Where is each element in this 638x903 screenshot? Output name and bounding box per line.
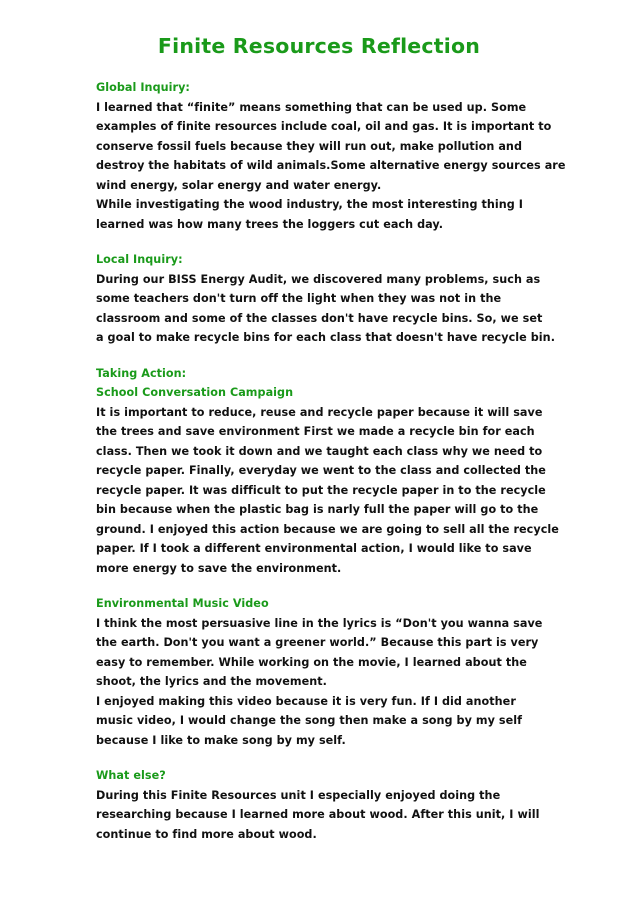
paragraph-line: destroy the habitats of wild animals.Some alternative energy sources are	[96, 159, 566, 172]
paragraph-line: conserve fossil fuels because they will run out, make pollution and	[96, 139, 523, 153]
section-music-video	[96, 594, 636, 750]
paragraph-line: During this Finite Resources unit I especially enjoyed doing the	[96, 788, 501, 802]
paragraph-line: because I like to make song by my self.	[96, 733, 346, 747]
paragraph-line: classroom and some of the classes don't have recycle bins. So, we set	[96, 311, 543, 325]
paragraph-line: shoot, the lyrics and the movement.	[96, 675, 327, 688]
paragraph-line: examples of finite resources include coal, oil and gas. It is important to	[96, 120, 552, 133]
paragraph-line: During our BISS Energy Audit, we discovered many problems, such as	[96, 272, 541, 286]
section-gap	[96, 234, 636, 250]
paragraph-line: a goal to make recycle bins for each class that doesn't have recycle bin.	[96, 331, 555, 344]
paragraph-line: paper. If I took a different environmental action, I would like to save	[96, 542, 532, 555]
paragraph-line: I think the most persuasive line in the lyrics is “Don't you wanna save	[96, 616, 543, 630]
paragraph-line: While investigating the wood industry, the most interesting thing I	[96, 198, 523, 211]
paragraph-line: music video, I would change the song then make a song by my self	[96, 714, 523, 727]
section-what-else	[96, 766, 636, 844]
paragraph-line: the earth. Don't you want a greener world.” Because this part is very	[96, 636, 539, 649]
page-title: Finite Resources Reflection	[157, 34, 481, 58]
section-heading: Local Inquiry:	[96, 253, 183, 266]
paragraph-line: bin because when the plastic bag is narly full the paper will go to the	[96, 503, 539, 516]
paragraph-line: wind energy, solar energy and water energy.	[96, 178, 382, 192]
paragraph-line: researching because I learned more about wood. After this unit, I will	[96, 808, 540, 821]
section-heading: Taking Action:	[96, 366, 187, 380]
section-global-inquiry	[96, 78, 636, 234]
paragraph-line: easy to remember. While working on the movie, I learned about the	[96, 655, 527, 669]
paragraph-line: some teachers don't turn off the light when they was not in the	[96, 292, 502, 305]
paragraph-line: It is important to reduce, reuse and recycle paper because it will save	[96, 405, 543, 419]
section-heading: Global Inquiry:	[96, 81, 190, 94]
paragraph-line: ground. I enjoyed this action because we are going to sell all the recycle	[96, 522, 559, 536]
paragraph-line: I learned that “finite” means something that can be used up. Some	[96, 100, 527, 114]
section-local-inquiry	[96, 250, 636, 348]
paragraph-line: I enjoyed making this video because it is very fun. If I did another	[96, 694, 516, 708]
section-gap	[96, 750, 636, 766]
paragraph-line: continue to find more about wood.	[96, 827, 317, 841]
section-subheading: School Conversation Campaign	[96, 386, 294, 399]
paragraph-line: more energy to save the environment.	[96, 561, 342, 575]
paragraph-line: recycle paper. Finally, everyday we went to the class and collected the	[96, 464, 546, 477]
section-taking-action	[96, 364, 636, 579]
section-heading: Environmental Music Video	[96, 597, 269, 610]
paragraph-line: class. Then we took it down and we taught each class why we need to	[96, 444, 543, 458]
paragraph-line: the trees and save environment First we made a recycle bin for each	[96, 425, 535, 438]
section-heading: What else?	[96, 769, 166, 782]
section-gap	[96, 578, 636, 594]
paragraph-line: recycle paper. It was difficult to put the recycle paper in to the recycle	[96, 483, 546, 497]
document-body	[96, 78, 636, 844]
paragraph-line: learned was how many trees the loggers cut each day.	[96, 217, 444, 231]
section-gap	[96, 348, 636, 364]
